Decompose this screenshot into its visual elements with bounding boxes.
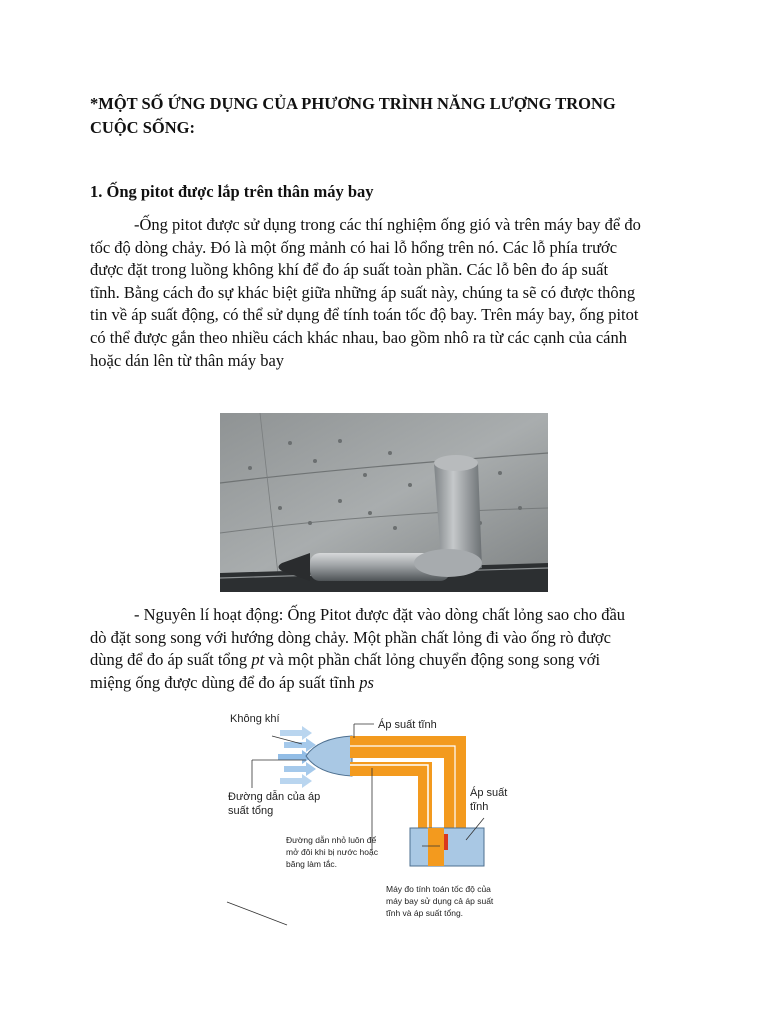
label-total-2: suất tổng (228, 805, 274, 817)
heading-line-2: CUỘC SỐNG: (90, 118, 195, 137)
document-heading (90, 92, 690, 140)
drain-hole (444, 834, 448, 850)
variable-pt: pt (251, 650, 265, 670)
paragraph-line: tốc độ dòng chảy. Đó là một ống mảnh có hai lỗ hổng trên nó. Các lỗ phía trước (90, 237, 618, 257)
label-drain-1: Đường dẫn nhỏ luôn để (286, 835, 377, 845)
section-title: 1. Ống pitot được lắp trên thân máy bay (90, 182, 374, 201)
variable-ps: ps (359, 672, 374, 692)
paragraph-line: dò đặt song song với hướng dòng chảy. Một phần chất lỏng đi vào ống rò được (90, 627, 611, 647)
paragraph-line (90, 672, 690, 695)
label-static-top: Áp suất tĩnh (378, 719, 437, 731)
label-air: Không khí (230, 713, 280, 725)
label-static-right-1: Áp suất (470, 787, 508, 799)
text-fragment: và một phần chất lỏng chuyển động song song với (264, 650, 601, 670)
paragraph-line: tin về áp suất động, có thể sử dụng để tính toán tốc độ bay. Trên máy bay, ống pitot (90, 305, 639, 325)
label-computer-2: máy bay sử dụng cả áp suất (386, 896, 494, 906)
paragraph-line: - Nguyên lí hoạt động: Ống Pitot được đặt vào dòng chất lỏng sao cho đầu (134, 605, 626, 624)
paragraph-line: tĩnh. Bằng cách đo sự khác biệt giữa những áp suất này, chúng ta sẽ có được thông (90, 282, 636, 302)
paragraph-line: hoặc dán lên từ thân máy bay (90, 350, 285, 370)
label-total-1: Đường dẫn của áp (228, 791, 321, 803)
text-fragment: dùng để đo áp suất tổng (90, 650, 252, 670)
paragraph-pitot-intro (90, 214, 690, 372)
paragraph-line: có thể được gắn theo nhiều cách khác nhau, bao gồm nhô ra từ các cạnh của cánh (90, 327, 627, 347)
pitot-diagram (222, 700, 522, 932)
paragraph-line: -Ống pitot được sử dụng trong các thí nghiệm ống gió và trên máy bay để đo (134, 215, 641, 234)
label-computer-3: tĩnh và áp suất tổng. (386, 908, 464, 918)
label-drain-2: mở đôi khi bị nước hoặc (286, 847, 378, 857)
text-fragment: miệng ống được dùng để đo áp suất tĩnh (90, 672, 360, 692)
label-drain-3: băng làm tắc. (286, 859, 338, 869)
label-computer-1: Máy đo tính toán tốc độ của (386, 884, 491, 894)
label-static-right-2: tĩnh (470, 801, 489, 813)
paragraph-line (90, 649, 690, 672)
heading-line-1: *MỘT SỐ ỨNG DỤNG CỦA PHƯƠNG TRÌNH NĂNG LƯỢNG TRONG (90, 94, 616, 113)
pitot-tube-photo (220, 413, 548, 592)
paragraph-principle (90, 604, 690, 694)
paragraph-line: được đặt trong luồng không khí để đo áp suất toàn phần. Các lỗ bên đo áp suất (90, 260, 609, 280)
